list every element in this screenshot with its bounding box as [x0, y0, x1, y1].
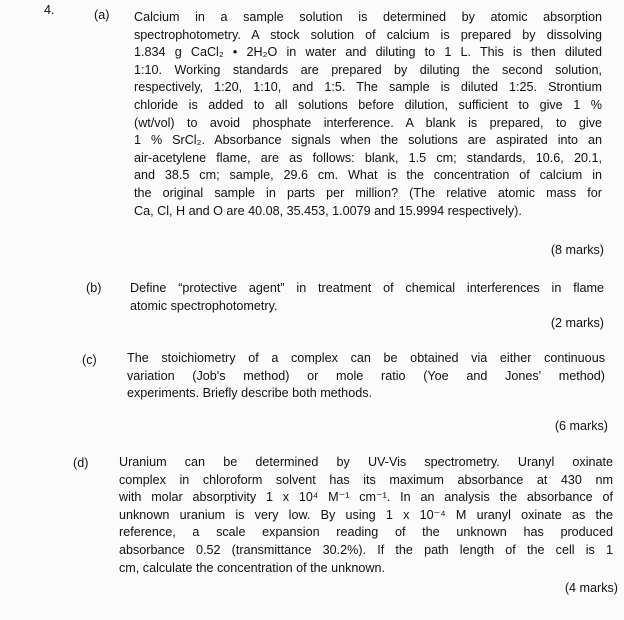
part-d-line: Uranium can be determined by UV-Vis spectrometry. Uranyl oxinate: [119, 455, 613, 469]
part-b-marks: (2 marks): [550, 316, 604, 330]
part-c-line: experiments. Briefly describe both methods.: [127, 386, 372, 401]
part-a-line: 1.834 g CaCl₂ • 2H₂O in water and diluting to 1 L. This is then diluted: [134, 45, 602, 60]
part-d-line: unknown uranium is very low. By using 1 x 10⁻⁴ M uranyl oxinate as the: [119, 507, 613, 522]
part-a-marks: (8 marks): [550, 243, 604, 257]
part-b-line: Define “protective agent” in treatment of chemical interferences in flame: [130, 281, 604, 295]
part-d-marks: (4 marks): [564, 581, 618, 595]
part-c-label: (c): [82, 353, 97, 367]
part-a-line: spectrophotometry. A stock solution of calcium is prepared by dissolving: [134, 27, 602, 42]
part-d-label: (d): [73, 456, 89, 470]
part-d-line: complex in chloroform solvent has its maximum absorbance at 430 nm: [119, 472, 613, 487]
part-b-text: [130, 280, 604, 315]
part-b-label: (b): [86, 281, 102, 295]
question-number: 4.: [44, 3, 55, 17]
part-c-marks: (6 marks): [554, 419, 608, 433]
part-a-line: 1 % SrCl₂. Absorbance signals when the solutions are aspirated into an: [134, 133, 602, 148]
part-a-line: air-acetylene flame, are as follows: blank, 1.5 cm; standards, 10.6, 20.1,: [134, 150, 602, 165]
part-a-line: 1:10. Working standards are prepared by diluting the second solution,: [134, 62, 602, 77]
part-a-line: (wt/vol) to avoid phosphate interference. A blank is prepared, to give: [134, 115, 602, 130]
part-c-line: variation (Job's method) or mole ratio (Yoe and Jones' method): [127, 368, 605, 383]
part-a-line: the original sample in parts per million? (The relative atomic mass for: [134, 185, 602, 200]
part-d-line: reference, a scale expansion reading of the unknown has produced: [119, 525, 613, 540]
part-d-line: absorbance 0.52 (transmittance 30.2%). If the path length of the cell is 1: [119, 542, 613, 557]
part-a-line: chloride is added to all solutions before dilution, sufficient to give 1 %: [134, 97, 602, 112]
part-a-line: respectively, 1:20, 1:10, and 1:5. The sample is diluted 1:25. Strontium: [134, 80, 602, 95]
part-b-line: atomic spectrophotometry.: [130, 298, 278, 313]
part-d-line: cm, calculate the concentration of the unknown.: [119, 560, 386, 575]
part-d-line: with molar absorptivity 1 x 10⁴ M⁻¹ cm⁻¹. In an analysis the absorbance of: [119, 490, 613, 505]
part-c-text: [127, 350, 605, 403]
part-d-text: [119, 454, 613, 577]
part-a-label: (a): [94, 8, 110, 22]
part-a-line: Calcium in a sample solution is determined by atomic absorption: [134, 10, 602, 24]
part-c-line: The stoichiometry of a complex can be obtained via either continuous: [127, 351, 605, 365]
part-a-line: Ca, Cl, H and O are 40.08, 35.453, 1.0079 and 15.9994 respectively).: [134, 203, 522, 218]
part-a-text: [134, 9, 602, 220]
part-a-line: and 38.5 cm; sample, 29.6 cm. What is the concentration of calcium in: [134, 168, 602, 183]
